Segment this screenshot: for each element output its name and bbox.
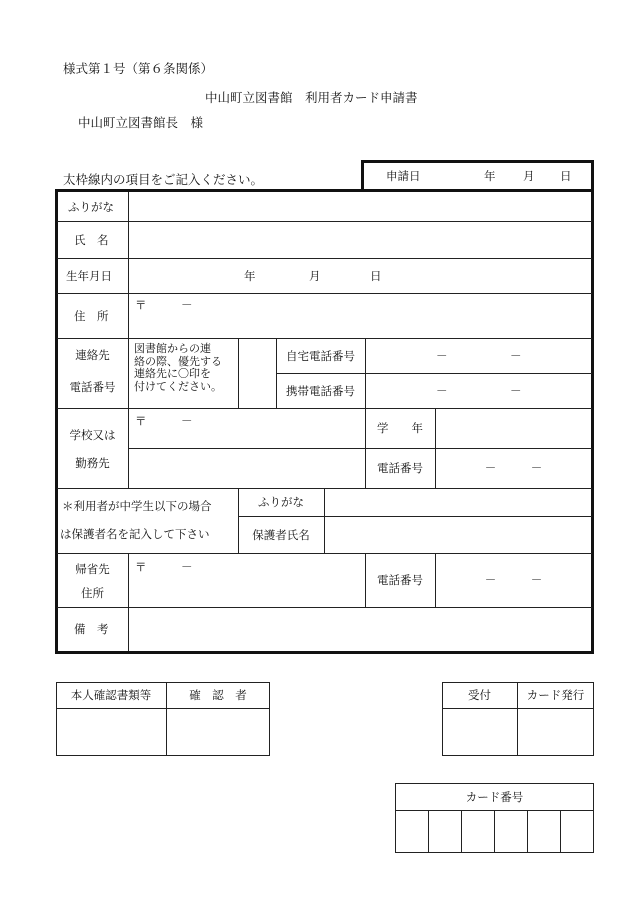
guardian-furigana-label: ふりがな [258,495,304,509]
form-title: 中山町立図書館 利用者カード申請書 [205,90,418,105]
home-address-label-1: 帰省先 [75,562,110,576]
contact-note-line: 絡の際、優先する [134,354,222,368]
mobile-phone-priority-mark[interactable] [238,373,276,408]
school-phone-field[interactable]: － － [484,461,543,475]
home-phone-dash-1: － [436,348,448,363]
instruction-text: 太枠線内の項目をご記入ください。 [63,172,264,187]
contact-priority-note [134,343,222,393]
confirmer-label: 確 認 者 [189,688,247,702]
form-number: 様式第１号（第６条関係） [63,61,214,76]
name-field[interactable] [128,221,592,258]
home-phone-label: 電話番号 [377,573,423,587]
mobile-phone-dash-2: － [510,383,522,398]
address-postal[interactable]: 〒 － [135,298,193,312]
card-number-label: カード番号 [465,789,524,804]
birth-day-unit: 日 [370,268,382,283]
application-date-month: 月 [523,169,535,183]
birth-date-label: 生年月日 [66,268,112,283]
school-work-label-1: 学校又は [69,428,116,442]
name-label: 氏 名 [74,232,109,247]
application-date-label: 申請日 [386,169,421,183]
school-postal[interactable]: 〒 － [135,414,193,428]
application-date-year: 年 [484,169,496,183]
addressee: 中山町立図書館長 様 [78,115,204,130]
contact-note-line: 図書館からの連 [134,342,211,355]
application-date-day: 日 [560,169,572,183]
home-phone-priority-mark[interactable] [238,338,276,373]
home-phone-label: 自宅電話番号 [286,348,355,363]
remarks-field[interactable] [128,607,592,651]
home-postal[interactable]: 〒 － [135,560,193,574]
school-phone-label: 電話番号 [377,461,423,475]
contact-label-1: 連絡先 [75,348,110,362]
contact-note-line: 連絡先に〇印を [134,367,211,380]
contact-note-line: 付けてください。 [134,379,222,393]
remarks-label: 備 考 [74,622,109,636]
birth-month-unit: 月 [309,268,321,283]
mobile-phone-label: 携帯電話番号 [286,383,355,398]
contact-label-2: 電話番号 [69,380,116,394]
id-document-label: 本人確認書類等 [70,688,152,702]
received-label: 受付 [468,688,491,702]
guardian-note-2: は保護者名を記入して下さい [60,527,210,541]
home-address-label-2: 住所 [81,586,104,600]
card-issue-label: カード発行 [526,688,585,702]
home-phone-field[interactable]: － － [484,573,543,587]
guardian-note-1: ＊利用者が中学生以下の場合 [62,499,212,513]
furigana-label: ふりがな [68,199,114,214]
guardian-name-label: 保護者氏名 [252,527,310,542]
furigana-field[interactable] [128,192,592,221]
address-label: 住 所 [74,308,109,323]
birth-year-unit: 年 [244,268,256,283]
grade-label: 学 年 [377,421,423,435]
home-phone-dash-2: － [510,348,522,363]
mobile-phone-dash-1: － [436,383,448,398]
school-work-label-2: 勤務先 [75,456,110,470]
